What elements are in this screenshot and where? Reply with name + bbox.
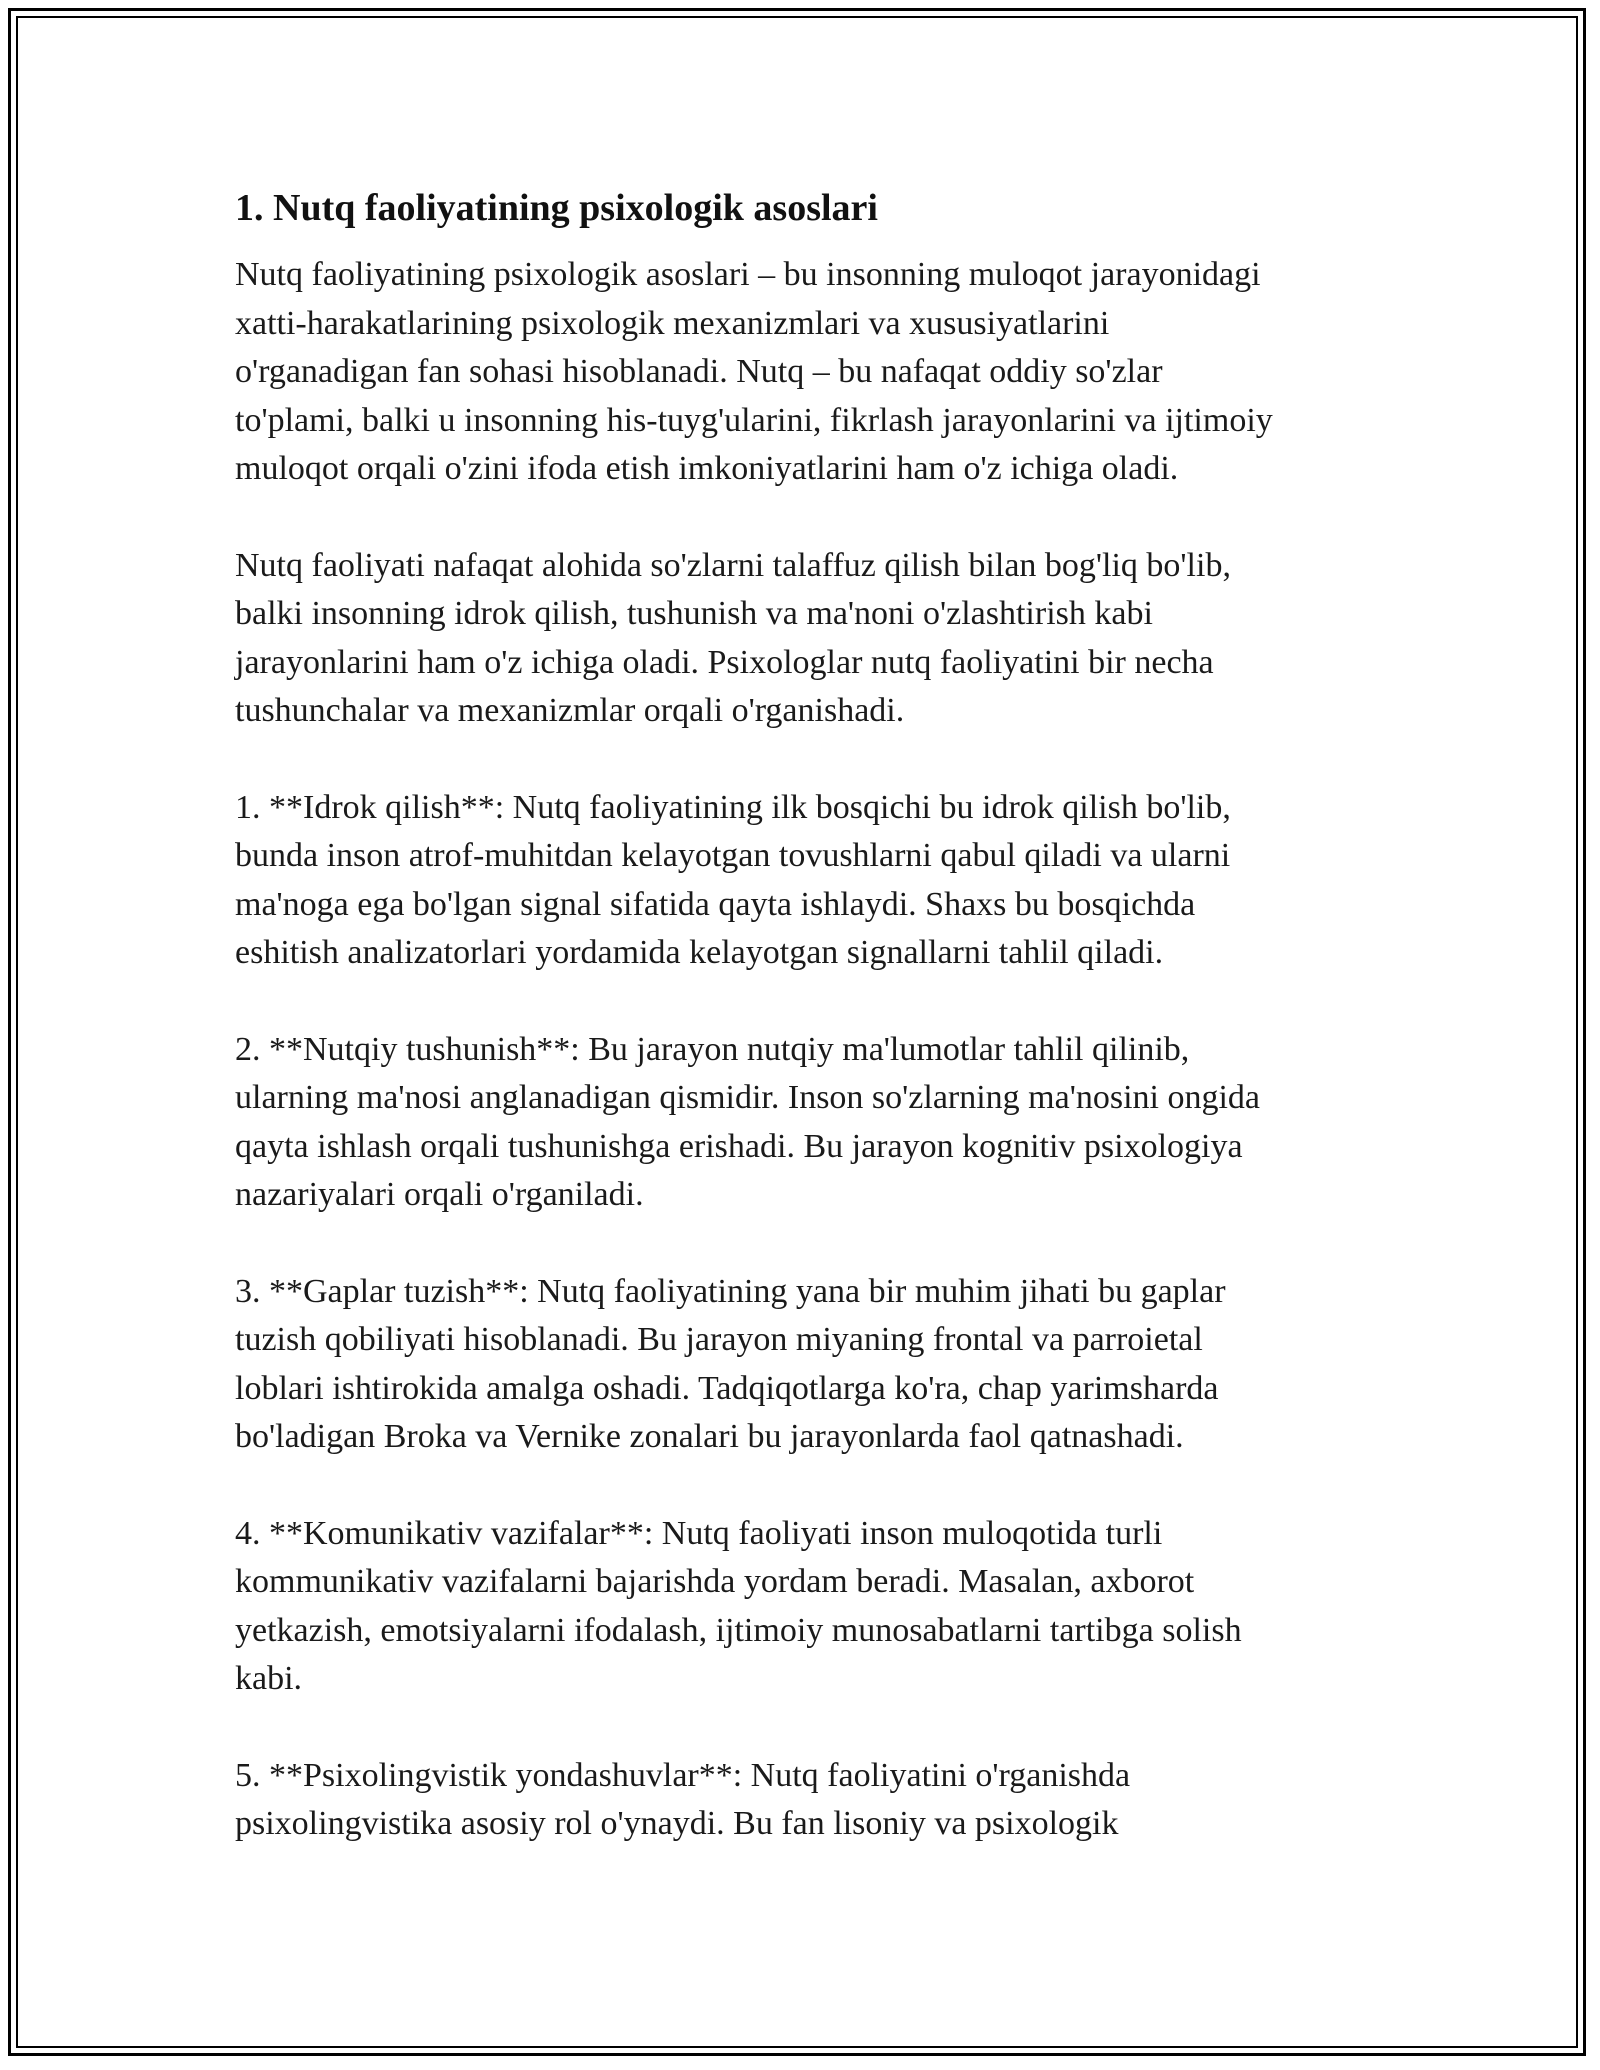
paragraph-item-3: 3. **Gaplar tuzish**: Nutq faoliyatining yana bir muhim jihati bu gaplar tuzish qobiliyati hisoblanadi. Bu jarayon miyaning frontal va parroietal loblari ishtirokida amalga oshadi. Tadqiqotlarga ko'ra, chap yarimsharda bo'ladigan Broka va Vernike zonalari bu jarayonlarda faol qatnashadi. <box>235 1272 1226 1455</box>
paragraph-intro: Nutq faoliyatining psixologik asoslari – bu insonning muloqot jarayonidagi xatti-harakatlarining psixologik mexanizmlari va xususiyatlarini o'rganadigan fan sohasi hisoblanadi. Nutq – bu nafaqat oddiy so'zlar to'plami, balki u insonning his-tuyg'ularini, fikrlash jarayonlarini va ijtimoiy muloqot orqali o'zini ifoda etish imkoniyatlarini ham o'z ichiga oladi. <box>235 256 1273 487</box>
paragraph-item-5: 5. **Psixolingvistik yondashuvlar**: Nutq faoliyatini o'rganishda psixolingvistika asosiy rol o'ynaydi. Bu fan lisoniy va psixologik <box>235 1756 1131 1842</box>
paragraph-item-4: 4. **Komunikativ vazifalar**: Nutq faoliyati inson muloqotida turli kommunikativ vazifalarni bajarishda yordam beradi. Masalan, axborot yetkazish, emotsiyalarni ifodalash, ijtimoiy munosabatlarni tartibga solish kabi. <box>235 1514 1242 1697</box>
paragraph-item-1: 1. **Idrok qilish**: Nutq faoliyatining ilk bosqichi bu idrok qilish bo'lib, bunda inson atrof-muhitdan kelayotgan tovushlarni qabul qiladi va ularni ma'noga ega bo'lgan signal sifatida qayta ishlaydi. Shaxs bu bosqichda eshitish analizatorlari yordamida kelayotgan signallarni tahlil qiladi. <box>235 788 1231 971</box>
document-body <box>235 185 1365 1897</box>
document-title: 1. Nutq faoliyatining psixologik asoslari <box>235 187 878 229</box>
paragraph-overview: Nutq faoliyati nafaqat alohida so'zlarni talaffuz qilish bilan bog'liq bo'lib, balki insonning idrok qilish, tushunish va ma'noni o'zlashtirish kabi jarayonlarini ham o'z ichiga oladi. Psixologlar nutq faoliyatini bir necha tushunchalar va mexanizmlar orqali o'rganishadi. <box>235 546 1231 729</box>
paragraph-item-2: 2. **Nutqiy tushunish**: Bu jarayon nutqiy ma'lumotlar tahlil qilinib, ularning ma'nosi anglanadigan qismidir. Inson so'zlarning ma'nosini ongida qayta ishlash orqali tushunishga erishadi. Bu jarayon kognitiv psixologiya nazariyalari orqali o'rganiladi. <box>235 1030 1260 1213</box>
